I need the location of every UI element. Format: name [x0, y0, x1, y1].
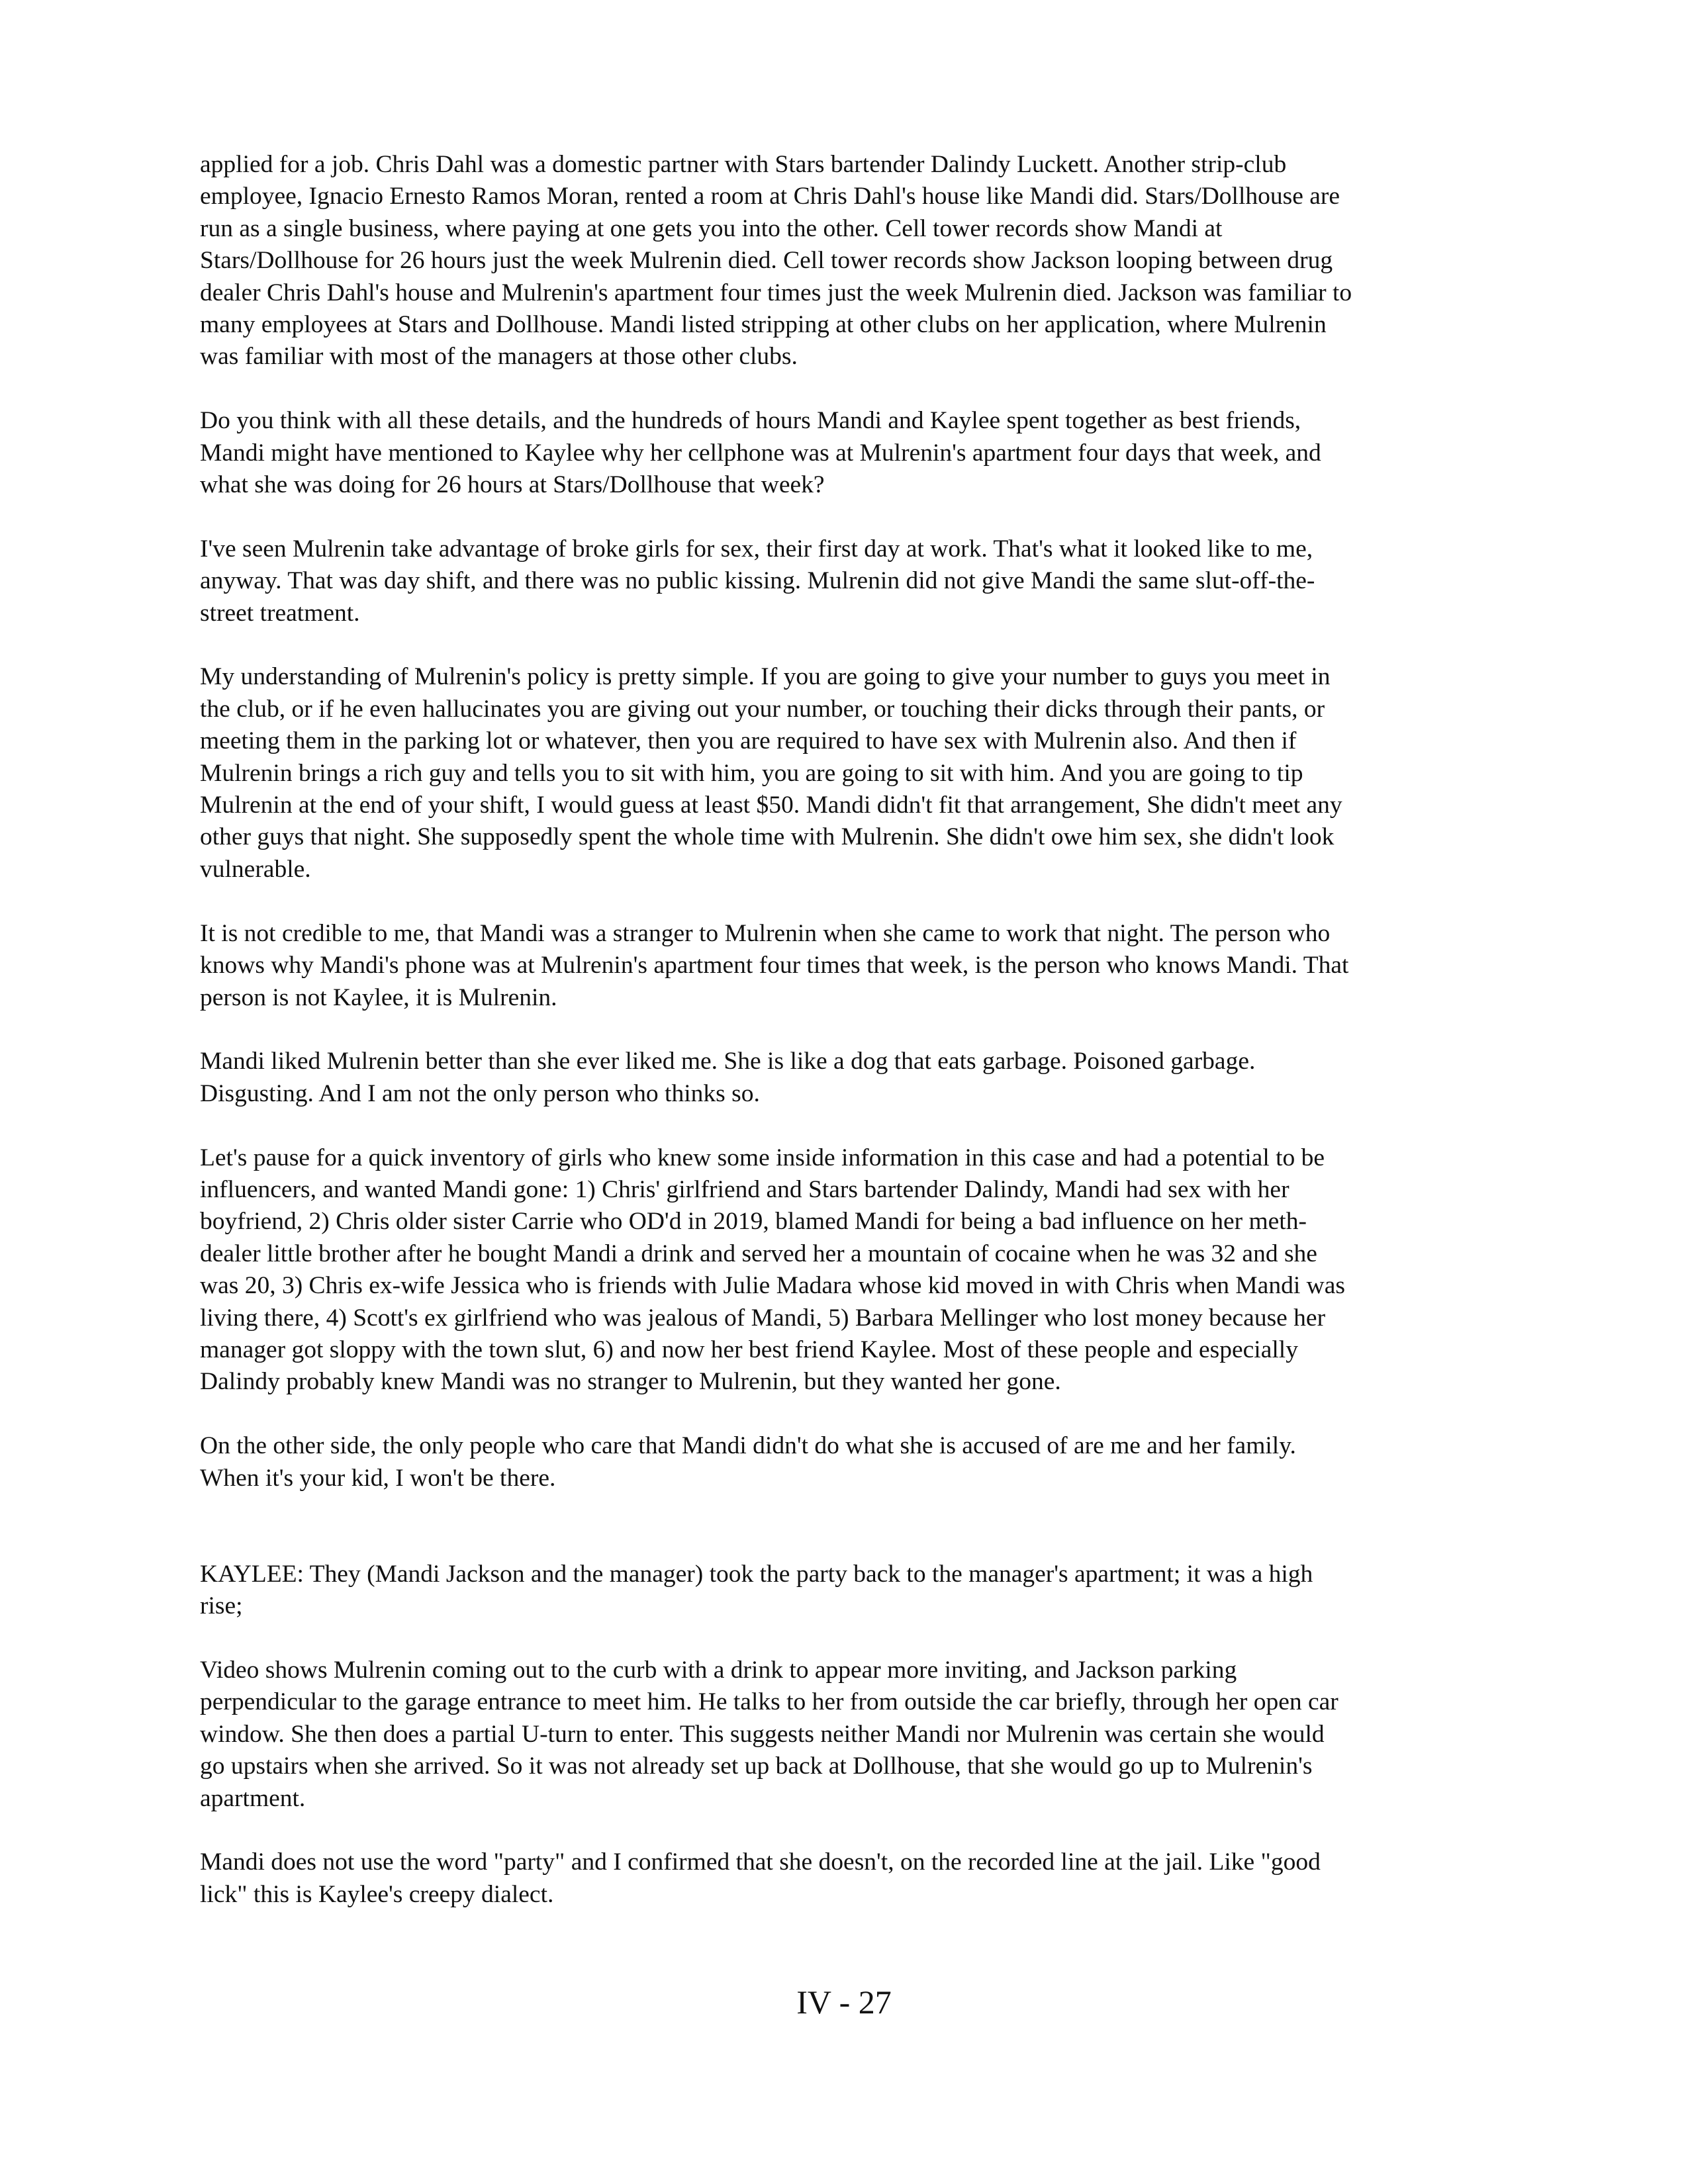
paragraph-6: Mandi liked Mulrenin better than she ever liked me. She is like a dog that eats garbage. Poisoned garbage. Disgusting. And I am not the only person who thinks so.	[200, 1048, 1256, 1107]
paragraph-10: Video shows Mulrenin coming out to the curb with a drink to appear more inviting, and Jackson parking perpendicular to the garage entrance to meet him. He talks to her from outside the car briefly, through her open car window. She then does a partial U-turn to enter. This suggests neither Mandi nor Mulrenin was certain she would go upstairs when she arrived. So it was not already set up back at Dollhouse, that she would go up to Mulrenin's apartment.	[200, 1656, 1338, 1812]
paragraph-8: On the other side, the only people who care that Mandi didn't do what she is accused of are me and her family. When it's your kid, I won't be there.	[200, 1432, 1296, 1492]
paragraph-5: It is not credible to me, that Mandi was a stranger to Mulrenin when she came to work that night. The person who knows why Mandi's phone was at Mulrenin's apartment four times that week, is the person who knows Mandi. That person is not Kaylee, it is Mulrenin.	[200, 919, 1349, 1011]
paragraph-4: My understanding of Mulrenin's policy is pretty simple. If you are going to give your number to guys you meet in the club, or if he even hallucinates you are giving out your number, or touching their dicks through their pants, or meeting them in the parking lot or whatever, then you are required to have sex with Mulrenin also. And then if Mulrenin brings a rich guy and tells you to sit with him, you are going to sit with him. And you are going to tip Mulrenin at the end of your shift, I would guess at least $50. Mandi didn't fit that arrangement, She didn't meet any other guys that night. She supposedly spent the whole time with Mulrenin. She didn't owe him sex, she didn't look vulnerable.	[200, 663, 1342, 883]
paragraph-7: Let's pause for a quick inventory of girls who knew some inside information in this case and had a potential to be influencers, and wanted Mandi gone: 1) Chris' girlfriend and Stars bartender Dalindy, Mandi had sex with her boyfriend, 2) Chris older sister Carrie who OD'd in 2019, blamed Mandi for being a bad influence on her meth- dealer little brother after he bought Mandi a drink and served her a mountain of cocaine when he was 32 and she was 20, 3) Chris ex-wife Jessica who is friends with Julie Madara whose kid moved in with Chris when Mandi was living there, 4) Scott's ex girlfriend who was jealous of Mandi, 5) Barbara Mellinger who lost money because her manager got sloppy with the town slut, 6) and now her best friend Kaylee. Most of these people and especially Dalindy probably knew Mandi was no stranger to Mulrenin, but they wanted her gone.	[200, 1144, 1345, 1396]
paragraph-11: Mandi does not use the word "party" and I confirmed that she doesn't, on the recorded line at the jail. Like "good lick" this is Kaylee's creepy dialect.	[200, 1848, 1321, 1908]
paragraph-2: Do you think with all these details, and the hundreds of hours Mandi and Kaylee spent together as best friends, Mandi might have mentioned to Kaylee why her cellphone was at Mulrenin's apartment four days that week, and what she was doing for 26 hours at Stars/Dollhouse that week?	[200, 407, 1321, 499]
document-body	[200, 149, 1491, 1911]
page-number: IV - 27	[796, 1983, 892, 2021]
paragraph-3: I've seen Mulrenin take advantage of broke girls for sex, their first day at work. That's what it looked like to me, anyway. That was day shift, and there was no public kissing. Mulrenin did not give Mandi the same slut-off-the- street treatment.	[200, 535, 1315, 627]
paragraph-9-kaylee-quote: KAYLEE: They (Mandi Jackson and the manager) took the party back to the manager's apartment; it was a high rise;	[200, 1560, 1313, 1620]
paragraph-1: applied for a job. Chris Dahl was a domestic partner with Stars bartender Dalindy Luckett. Another strip-club employee, Ignacio Ernesto Ramos Moran, rented a room at Chris Dahl's house like Mandi did. Stars/Dollhouse are run as a single business, where paying at one gets you into the other. Cell tower records show Mandi at Stars/Dollhouse for 26 hours just the week Mulrenin died. Cell tower records show Jackson looping between drug dealer Chris Dahl's house and Mulrenin's apartment four times just the week Mulrenin died. Jackson was familiar to many employees at Stars and Dollhouse. Mandi listed stripping at other clubs on her application, where Mulrenin was familiar with most of the managers at those other clubs.	[200, 151, 1352, 371]
